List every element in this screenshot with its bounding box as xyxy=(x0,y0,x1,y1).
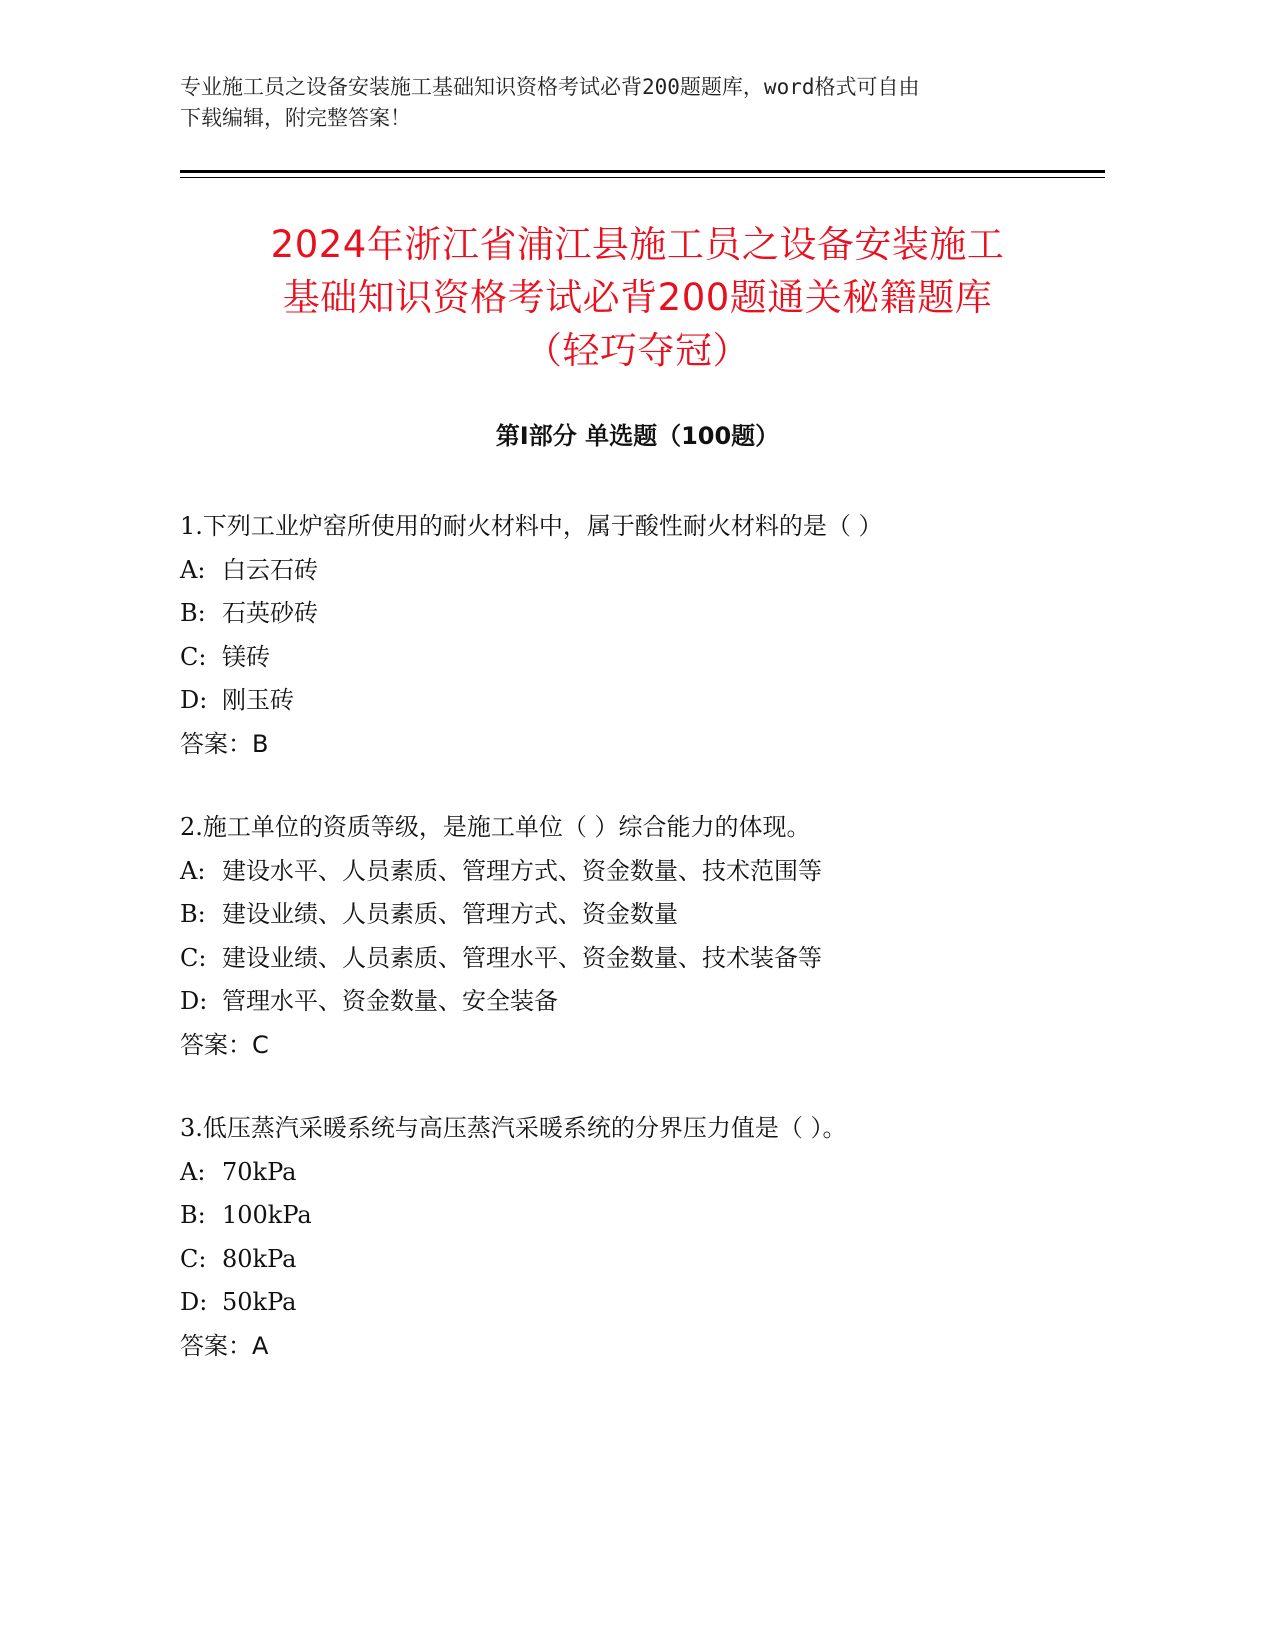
option-c xyxy=(180,1238,1120,1282)
option-letter: C: xyxy=(180,642,207,671)
option-letter: A: xyxy=(180,555,206,584)
section-heading: 第Ⅰ部分 单选题（100题） xyxy=(495,422,780,450)
option-letter: B: xyxy=(180,599,206,627)
question-item xyxy=(180,806,1120,1067)
option-letter: B: xyxy=(180,1201,206,1229)
document-title-line-1: 2024年浙江省浦江县施工员之设备安装施工 xyxy=(270,223,1005,266)
option-text: 刚玉砖 xyxy=(222,686,294,714)
answer-key: 答案：B xyxy=(180,729,269,758)
document-title-line-2: 基础知识资格考试必背200题通关秘籍题库 xyxy=(282,276,993,319)
question-item xyxy=(180,505,1120,766)
option-c xyxy=(180,636,1120,680)
option-letter: D: xyxy=(180,1288,208,1316)
header-note-line-2: 下载编辑，附完整答案！ xyxy=(180,106,411,130)
option-letter: D: xyxy=(180,987,208,1015)
document-title-line-3: （轻巧夺冠） xyxy=(525,329,750,372)
option-b xyxy=(180,1194,1120,1238)
option-d xyxy=(180,679,1120,723)
header-note xyxy=(180,72,1040,134)
question-stem: 2.施工单位的资质等级，是施工单位（ ）综合能力的体现。 xyxy=(180,813,811,841)
option-text: 石英砂砖 xyxy=(222,599,318,627)
option-b xyxy=(180,893,1120,937)
option-letter: C: xyxy=(180,943,207,972)
option-letter: A: xyxy=(180,1157,206,1186)
answer-key: 答案：C xyxy=(180,1030,269,1059)
option-d xyxy=(180,980,1120,1024)
question-stem: 3.低压蒸汽采暖系统与高压蒸汽采暖系统的分界压力值是（ ）。 xyxy=(180,1114,847,1142)
option-b xyxy=(180,592,1120,636)
option-text: 80kPa xyxy=(222,1244,297,1273)
question-stem: 1.下列工业炉窑所使用的耐火材料中，属于酸性耐火材料的是（ ） xyxy=(180,512,883,540)
option-d xyxy=(180,1281,1120,1325)
option-c xyxy=(180,937,1120,981)
document-title xyxy=(150,218,1125,377)
option-text: 100kPa xyxy=(222,1201,312,1229)
option-letter: B: xyxy=(180,900,206,928)
question-item xyxy=(180,1107,1120,1368)
option-text: 50kPa xyxy=(222,1288,297,1316)
option-letter: C: xyxy=(180,1244,207,1273)
header-divider-thick xyxy=(180,170,1105,173)
option-text: 70kPa xyxy=(222,1157,297,1186)
question-list xyxy=(180,505,1120,1408)
option-text: 建设业绩、人员素质、管理方式、资金数量 xyxy=(222,900,678,928)
header-note-line-1: 专业施工员之设备安装施工基础知识资格考试必背200题题库，word格式可自由 xyxy=(180,75,920,99)
option-text: 建设水平、人员素质、管理方式、资金数量、技术范围等 xyxy=(222,856,822,885)
option-a xyxy=(180,1151,1120,1195)
option-text: 镁砖 xyxy=(222,642,270,671)
option-letter: D: xyxy=(180,686,208,714)
answer-key: 答案：A xyxy=(180,1331,269,1360)
header-divider-thin xyxy=(180,177,1105,178)
option-text: 白云石砖 xyxy=(222,555,318,584)
option-text: 管理水平、资金数量、安全装备 xyxy=(222,987,558,1015)
option-a xyxy=(180,549,1120,593)
option-letter: A: xyxy=(180,856,206,885)
option-text: 建设业绩、人员素质、管理水平、资金数量、技术装备等 xyxy=(222,943,822,972)
option-a xyxy=(180,850,1120,894)
